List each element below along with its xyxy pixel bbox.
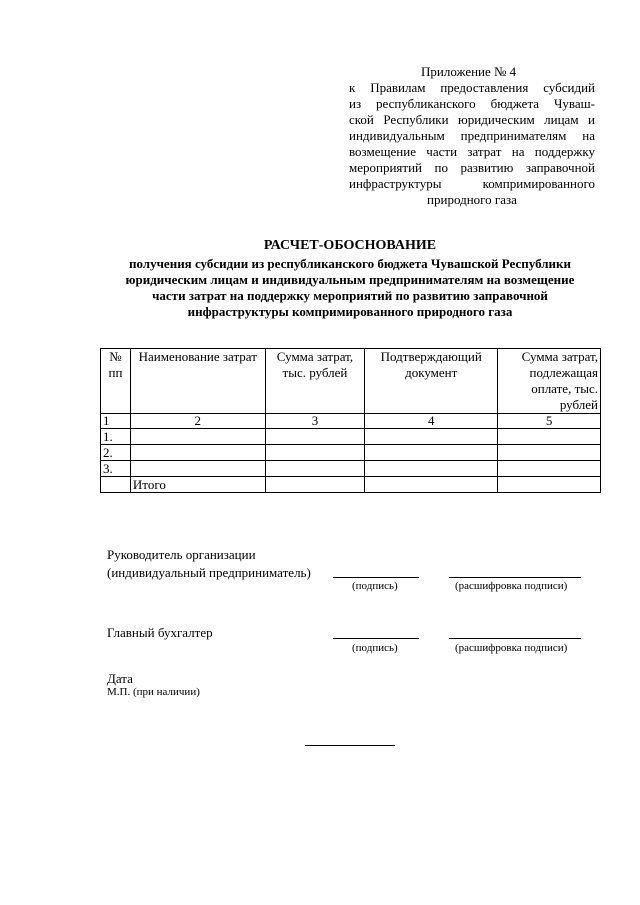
- appendix-last-line: природного газа: [427, 192, 517, 207]
- header-number: № пп: [101, 349, 131, 414]
- subtitle-line: получения субсидии из республиканского бюджета Чувашской Республики: [128, 256, 572, 271]
- table-cell[interactable]: [265, 429, 365, 445]
- table-row: [101, 461, 601, 477]
- column-number: 1: [101, 414, 131, 429]
- header-payable-sum: Сумма затрат, подлежащая оплате, тыс. рублей: [498, 349, 601, 414]
- row-number: 2.: [101, 445, 131, 461]
- header-expense-sum: Сумма затрат, тыс. рублей: [265, 349, 365, 414]
- document-title: РАСЧЕТ-ОБОСНОВАНИЕ: [263, 238, 437, 253]
- table-cell[interactable]: [365, 429, 498, 445]
- header-expense-name: Наименование затрат: [130, 349, 265, 414]
- table-cell[interactable]: [498, 429, 601, 445]
- table-cell[interactable]: [130, 461, 265, 477]
- decode-caption: (расшифровка подписи): [455, 642, 568, 654]
- table-cell[interactable]: [265, 445, 365, 461]
- table-cell[interactable]: [498, 445, 601, 461]
- table-cell[interactable]: [265, 477, 365, 493]
- head-decode-line[interactable]: [449, 577, 581, 578]
- table-cell[interactable]: [498, 477, 601, 493]
- table-cell[interactable]: [130, 445, 265, 461]
- footer-line: [305, 745, 395, 746]
- appendix-title: Приложение № 4: [421, 64, 517, 79]
- stamp-label: М.П. (при наличии): [107, 686, 200, 698]
- column-number-row: [101, 414, 601, 429]
- table-cell[interactable]: [365, 477, 498, 493]
- date-label: Дата: [107, 671, 133, 686]
- column-number: 5: [498, 414, 601, 429]
- row-number: 3.: [101, 461, 131, 477]
- column-number: 2: [130, 414, 265, 429]
- table-cell[interactable]: [498, 461, 601, 477]
- total-row: [101, 477, 601, 493]
- subtitle-line: части затрат на поддержку мероприятий по развитию заправочной: [152, 288, 548, 303]
- appendix-line: возмещение части затрат на поддержку: [349, 144, 595, 159]
- appendix-line: к Правилам предоставления субсидий: [349, 80, 595, 95]
- column-number: 3: [265, 414, 365, 429]
- column-number: 4: [365, 414, 498, 429]
- table-row: [101, 429, 601, 445]
- table-header-row: [101, 349, 601, 414]
- table-row: [101, 445, 601, 461]
- appendix-line: ской Республики юридическим лицам и: [349, 112, 595, 127]
- subtitle-line: инфраструктуры компримированного природного газа: [187, 304, 513, 319]
- calculation-table: [100, 348, 601, 493]
- signature-caption: (подпись): [352, 642, 398, 654]
- row-number: 1.: [101, 429, 131, 445]
- appendix-line: мероприятий по развитию заправочной: [349, 160, 595, 175]
- head-signature-line[interactable]: [333, 577, 419, 578]
- total-label: Итого: [130, 477, 265, 493]
- entrepreneur-label: (индивидуальный предприниматель): [107, 565, 311, 580]
- table-cell[interactable]: [265, 461, 365, 477]
- header-supporting-document: Подтверждающий документ: [365, 349, 498, 414]
- chief-accountant-label: Главный бухгалтер: [107, 625, 213, 640]
- appendix-line: инфраструктуры компримированного: [349, 176, 595, 191]
- signature-caption: (подпись): [352, 580, 398, 592]
- appendix-line: индивидуальным предпринимателям на: [349, 128, 595, 143]
- appendix-line: из республиканского бюджета Чуваш-: [349, 96, 595, 111]
- decode-caption: (расшифровка подписи): [455, 580, 568, 592]
- accountant-signature-line[interactable]: [333, 638, 419, 639]
- table-cell[interactable]: [130, 429, 265, 445]
- accountant-decode-line[interactable]: [449, 638, 581, 639]
- subtitle-line: юридическим лицам и индивидуальным предпринимателям на возмещение: [125, 272, 575, 287]
- table-cell[interactable]: [365, 445, 498, 461]
- table-cell[interactable]: [365, 461, 498, 477]
- head-of-organization-label: Руководитель организации: [107, 547, 256, 562]
- table-cell: [101, 477, 131, 493]
